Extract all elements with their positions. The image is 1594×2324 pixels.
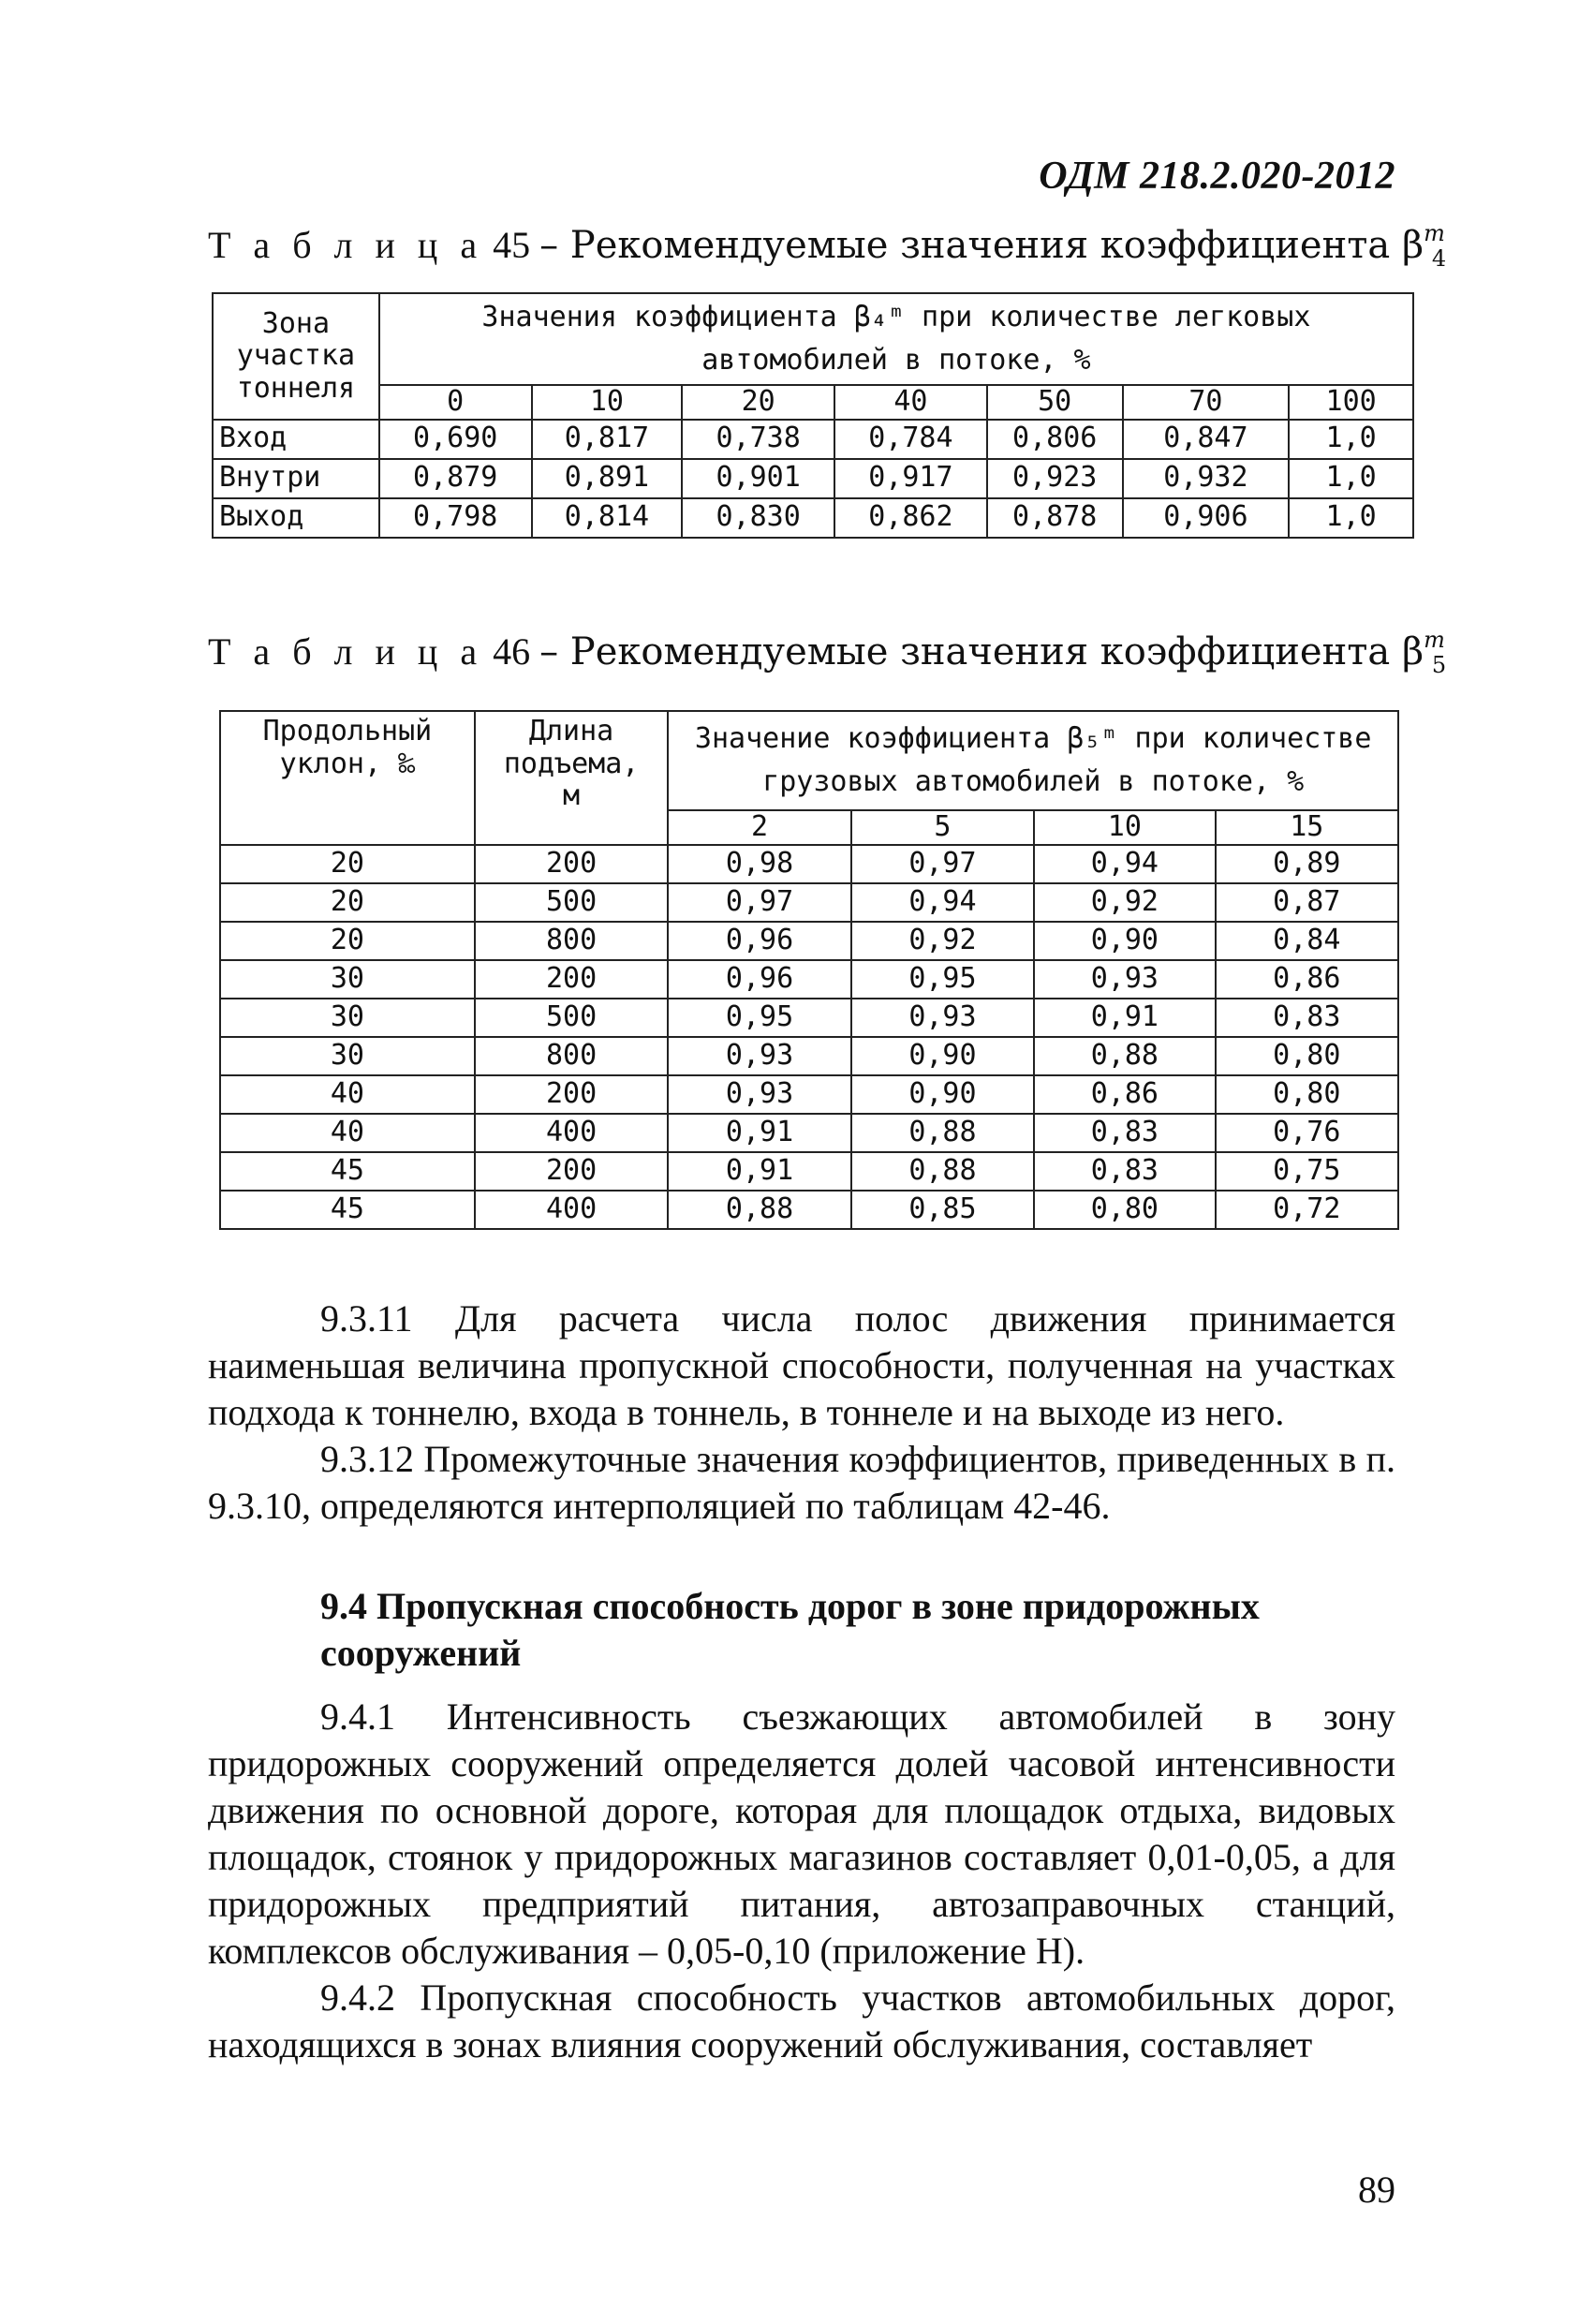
table46-cell: 0,91 [668, 1114, 850, 1152]
table46-cell: 0,98 [668, 845, 850, 883]
table46-column-header: 10 [1034, 810, 1215, 845]
table46-slope-cell: 45 [220, 1152, 475, 1191]
table45-column-header: 70 [1123, 385, 1290, 420]
table45-column-header: 10 [532, 385, 683, 420]
table45-cell: 0,830 [682, 498, 834, 538]
table45-column-header: 100 [1289, 385, 1413, 420]
section-heading [208, 1583, 1395, 1677]
table45-cell: 0,879 [379, 459, 532, 498]
table46-cell: 0,86 [1216, 960, 1398, 999]
table45-caption-sub: 4 [1431, 245, 1447, 272]
table46-slope-cell: 20 [220, 922, 475, 960]
table45-row-label: Внутри [213, 459, 379, 498]
table46-cell: 0,87 [1216, 883, 1398, 922]
table46-column-header: 5 [851, 810, 1034, 845]
table46-cell: 0,84 [1216, 922, 1398, 960]
table45-row-label: Вход [213, 420, 379, 459]
table46-cell: 0,92 [851, 922, 1034, 960]
table45-group-header: Значения коэффициента β₄ᵐ при количестве легковых автомобилей в потоке, % [379, 293, 1413, 385]
table46-cell: 0,94 [851, 883, 1034, 922]
table46-cell: 0,93 [668, 1075, 850, 1114]
table46-cell: 0,95 [668, 999, 850, 1037]
table46-slope-cell: 30 [220, 999, 475, 1037]
table46-cell: 0,80 [1216, 1037, 1398, 1075]
table45-cell: 0,906 [1123, 498, 1290, 538]
table45-row-label: Выход [213, 498, 379, 538]
table46-cell: 0,93 [668, 1037, 850, 1075]
table-row [220, 1191, 1398, 1229]
table46-cell: 0,76 [1216, 1114, 1398, 1152]
table46-caption-sup: m [1424, 626, 1445, 653]
table46-caption-text: – Рекомендуемые значения коэффициента β [539, 630, 1424, 674]
table-row [220, 960, 1398, 999]
table45-cell: 1,0 [1289, 498, 1413, 538]
table45-caption-sup: m [1424, 219, 1445, 246]
table45 [212, 292, 1414, 539]
table46-col1-header: Длина подъема, м [475, 711, 669, 845]
paragraphs-block-b [208, 1694, 1395, 2068]
table-row [213, 498, 1413, 538]
table45-column-header: 20 [682, 385, 834, 420]
paragraph-9-3-11: 9.3.11 Для расчета числа полос движения принимается наименьшая величина пропускной способности, полученная на участках подхода к тоннелю, входа в тоннель, в тоннеле и на выходе из него. [208, 1297, 1395, 1433]
table46-cell: 0,88 [1034, 1037, 1215, 1075]
table46-slope-cell: 30 [220, 960, 475, 999]
table46-cell: 0,80 [1034, 1191, 1215, 1229]
table45-cell: 0,917 [834, 459, 987, 498]
table46-slope-cell: 20 [220, 883, 475, 922]
table46-caption-sub: 5 [1431, 652, 1447, 678]
table46-col0-header: Продольный уклон, ‰ [220, 711, 475, 845]
table46-length-cell: 200 [475, 1152, 669, 1191]
table45-cell: 1,0 [1289, 459, 1413, 498]
table46-cell: 0,72 [1216, 1191, 1398, 1229]
table46-caption [208, 626, 1459, 678]
table46-length-cell: 500 [475, 999, 669, 1037]
table46-group-header: Значение коэффициента β₅ᵐ при количестве грузовых автомобилей в потоке, % [668, 711, 1398, 810]
table46-cell: 0,92 [1034, 883, 1215, 922]
table46-cell: 0,97 [668, 883, 850, 922]
table46-column-header: 15 [1216, 810, 1398, 845]
page-number: 89 [1358, 2169, 1395, 2211]
table46-cell: 0,86 [1034, 1075, 1215, 1114]
table45-caption [208, 219, 1459, 272]
table46-cell: 0,85 [851, 1191, 1034, 1229]
table-row [220, 1114, 1398, 1152]
table45-col0-header: Зона участка тоннеля [213, 293, 379, 420]
table46-cell: 0,94 [1034, 845, 1215, 883]
table46-cell: 0,95 [851, 960, 1034, 999]
table-row [220, 883, 1398, 922]
table46-slope-cell: 40 [220, 1075, 475, 1114]
table45-header-row [213, 293, 1413, 385]
table46-cell: 0,88 [668, 1191, 850, 1229]
table45-cell: 0,878 [987, 498, 1123, 538]
table46-cell: 0,93 [851, 999, 1034, 1037]
table45-caption-prefix: Т а б л и ц а [208, 224, 484, 266]
table46-caption-prefix: Т а б л и ц а [208, 630, 484, 673]
table45-columns-row [213, 385, 1413, 420]
table45-cell: 0,932 [1123, 459, 1290, 498]
table45-cell: 0,847 [1123, 420, 1290, 459]
table46-length-cell: 200 [475, 1075, 669, 1114]
table-row [220, 845, 1398, 883]
table45-cell: 0,798 [379, 498, 532, 538]
table46-cell: 0,89 [1216, 845, 1398, 883]
table45-cell: 0,923 [987, 459, 1123, 498]
table45-cell: 0,817 [532, 420, 683, 459]
table45-caption-number: 45 [493, 224, 531, 266]
table-row [220, 922, 1398, 960]
table46-length-cell: 500 [475, 883, 669, 922]
table-row [220, 1075, 1398, 1114]
table-row [213, 420, 1413, 459]
table46-length-cell: 800 [475, 922, 669, 960]
table45-cell: 0,862 [834, 498, 987, 538]
table46-length-cell: 800 [475, 1037, 669, 1075]
table-row [220, 1037, 1398, 1075]
table45-cell: 0,814 [532, 498, 683, 538]
table45-cell: 0,901 [682, 459, 834, 498]
table46-caption-number: 46 [493, 630, 531, 673]
table46-cell: 0,83 [1034, 1114, 1215, 1152]
table46-cell: 0,96 [668, 922, 850, 960]
table-row [220, 1152, 1398, 1191]
table46-cell: 0,75 [1216, 1152, 1398, 1191]
table46-slope-cell: 20 [220, 845, 475, 883]
table46-cell: 0,90 [851, 1037, 1034, 1075]
table-row [213, 459, 1413, 498]
table46-cell: 0,88 [851, 1114, 1034, 1152]
table46-slope-cell: 45 [220, 1191, 475, 1229]
table46-cell: 0,91 [668, 1152, 850, 1191]
table45-column-header: 40 [834, 385, 987, 420]
table46-slope-cell: 30 [220, 1037, 475, 1075]
table46-cell: 0,88 [851, 1152, 1034, 1191]
table-row [220, 999, 1398, 1037]
table45-cell: 0,784 [834, 420, 987, 459]
table46-length-cell: 200 [475, 960, 669, 999]
table45-cell: 0,806 [987, 420, 1123, 459]
table46-cell: 0,96 [668, 960, 850, 999]
table45-column-header: 0 [379, 385, 532, 420]
table46-cell: 0,93 [1034, 960, 1215, 999]
table45-column-header: 50 [987, 385, 1123, 420]
table46-length-cell: 400 [475, 1114, 669, 1152]
table46-length-cell: 400 [475, 1191, 669, 1229]
table46-cell: 0,97 [851, 845, 1034, 883]
table46-cell: 0,90 [851, 1075, 1034, 1114]
table45-cell: 0,738 [682, 420, 834, 459]
table46-length-cell: 200 [475, 845, 669, 883]
table46-cell: 0,83 [1216, 999, 1398, 1037]
paragraphs-block-a [208, 1295, 1395, 1530]
paragraph-9-4-1: 9.4.1 Интенсивность съезжающих автомобилей в зону придорожных сооружений определяется долей часовой интенсивности движения по основной дороге, которая для площадок отдыха, видовых площадок, стоянок у придорожных магазинов составляет 0,01-0,05, а для придорожных предприятий питания, автозаправочных станций, комплексов обслуживания – 0,05-0,10 (приложение Н). [208, 1695, 1395, 1972]
table45-caption-text: – Рекомендуемые значения коэффициента β [539, 224, 1424, 267]
table46-cell: 0,90 [1034, 922, 1215, 960]
table45-cell: 0,891 [532, 459, 683, 498]
document-code: ОДМ 218.2.020-2012 [1039, 155, 1395, 198]
section-title: 9.4 Пропускная способность дорог в зоне придорожных сооружений [320, 1585, 1260, 1674]
table46-cell: 0,80 [1216, 1075, 1398, 1114]
table46-column-header: 2 [668, 810, 850, 845]
paragraph-9-4-2: 9.4.2 Пропускная способность участков автомобильных дорог, находящихся в зонах влияния сооружений обслуживания, составляет [208, 1976, 1395, 2065]
table46 [219, 710, 1399, 1230]
table46-cell: 0,91 [1034, 999, 1215, 1037]
table45-cell: 0,690 [379, 420, 532, 459]
paragraph-9-3-12: 9.3.12 Промежуточные значения коэффициентов, приведенных в п. 9.3.10, определяются интерполяцией по таблицам 42-46. [208, 1438, 1395, 1527]
table46-slope-cell: 40 [220, 1114, 475, 1152]
table45-cell: 1,0 [1289, 420, 1413, 459]
table46-header-row [220, 711, 1398, 810]
table46-cell: 0,83 [1034, 1152, 1215, 1191]
